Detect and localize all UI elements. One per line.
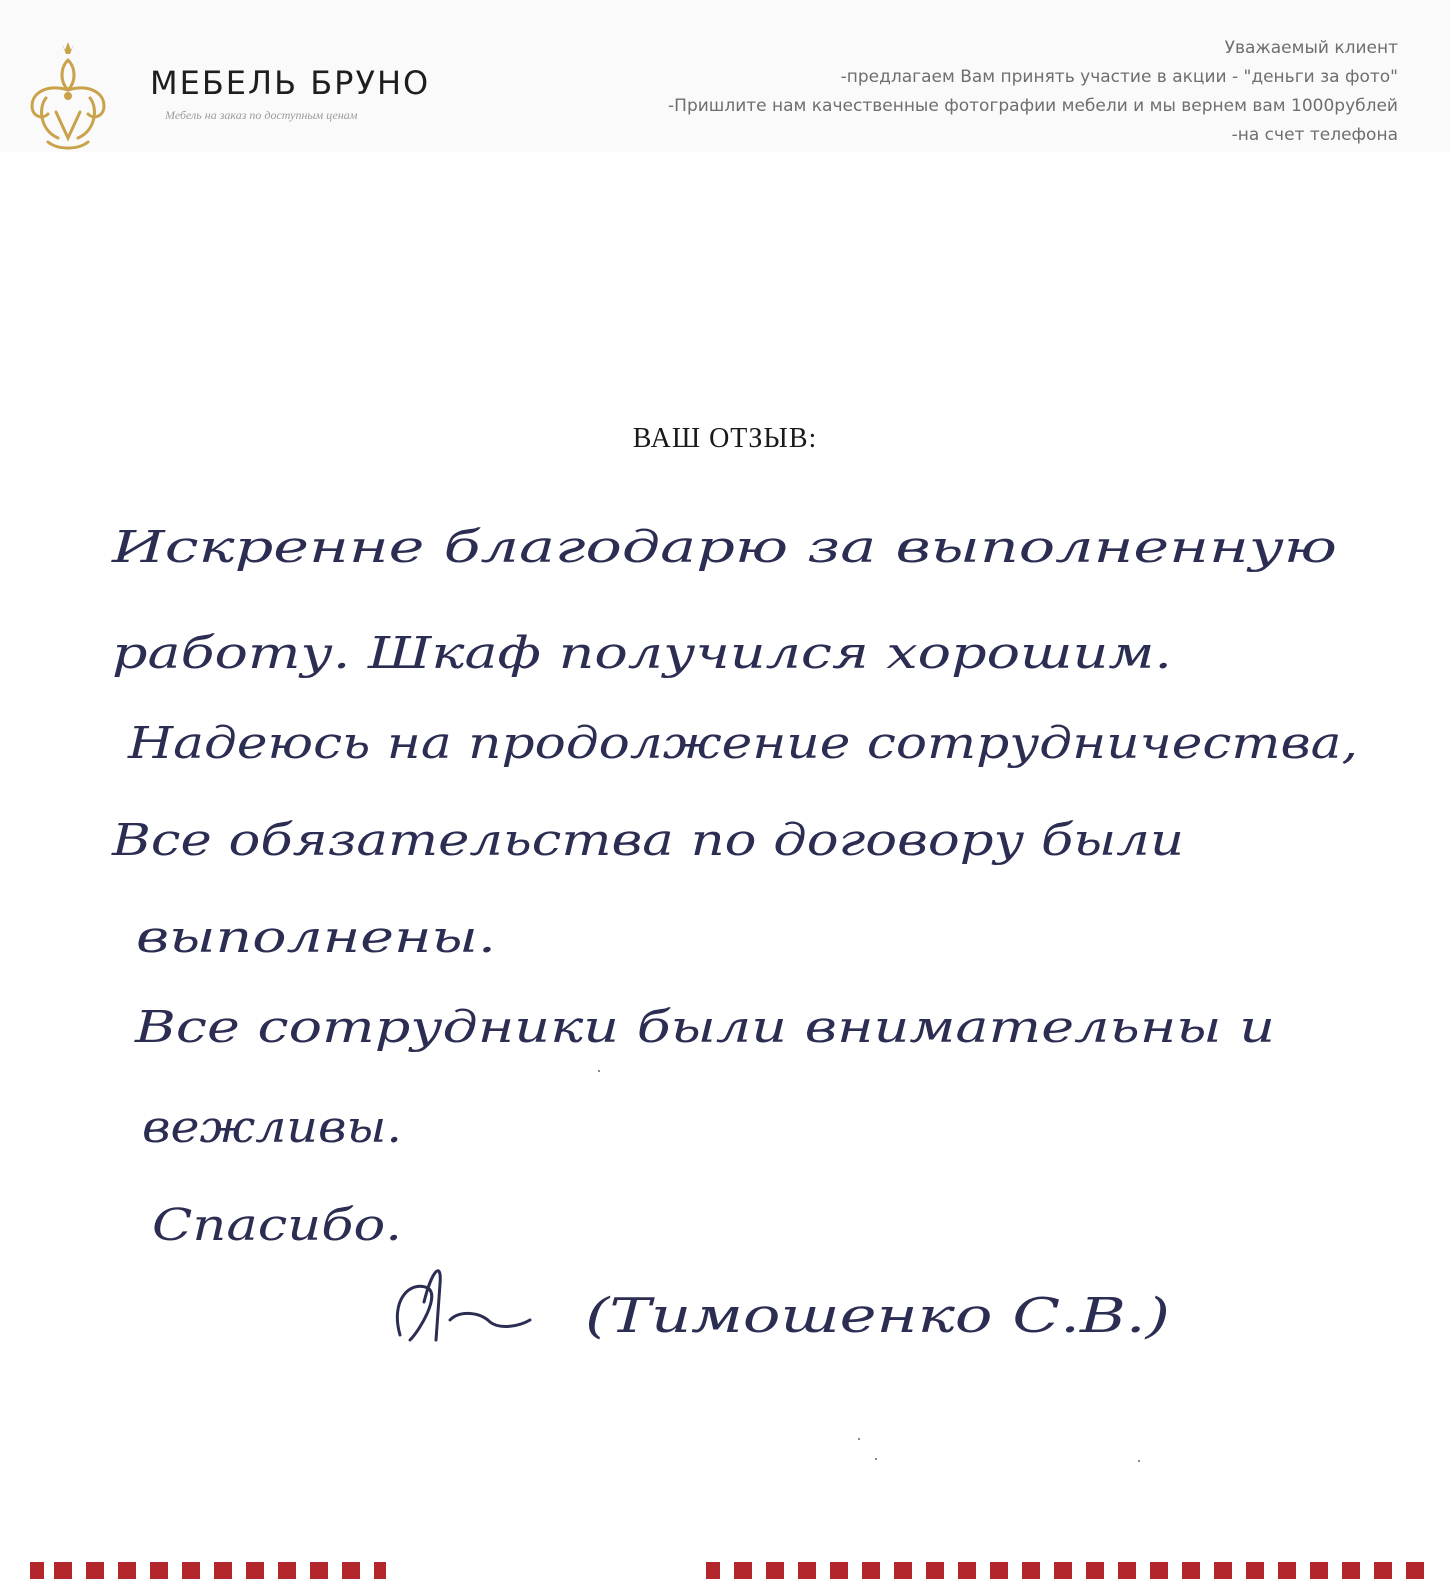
review-line: выполнены. <box>136 912 496 963</box>
review-line: Искренне благодарю за выполненную <box>110 522 1337 573</box>
brand-tagline: Мебель на заказ по доступным ценам <box>165 108 358 122</box>
review-line: вежливы. <box>142 1102 402 1153</box>
paper-speck <box>598 1070 600 1072</box>
signature <box>380 1240 1180 1380</box>
promo-line: -на счет телефона <box>1231 125 1398 145</box>
signature-name: (Тимошенко С.В.) <box>585 1288 1170 1344</box>
review-line: Надеюсь на продолжение сотрудничества, <box>126 718 1358 769</box>
decorative-border <box>0 1556 1450 1579</box>
promo-line: Уважаемый клиент <box>1224 38 1398 58</box>
brand-name: МЕБЕЛЬ БРУНО <box>150 64 431 102</box>
review-line: Спасибо. <box>152 1200 402 1251</box>
review-heading: ВАШ ОТЗЫВ: <box>632 423 818 454</box>
paper-speck <box>875 1458 877 1460</box>
review-line: работу. Шкаф получился хорошим. <box>112 628 1172 679</box>
promo-line: -Пришлите нам качественные фотографии мебели и мы вернем вам 1000рублей <box>668 96 1398 116</box>
paper-speck <box>858 1438 860 1440</box>
review-line: Все обязательства по договору были <box>110 815 1185 866</box>
review-line: Все сотрудники были внимательны и <box>133 1002 1275 1053</box>
promo-line: -предлагаем Вам принять участие в акции - "деньги за фото" <box>840 67 1398 87</box>
paper-speck <box>1138 1460 1140 1462</box>
signature-scribble-icon <box>397 1271 530 1340</box>
